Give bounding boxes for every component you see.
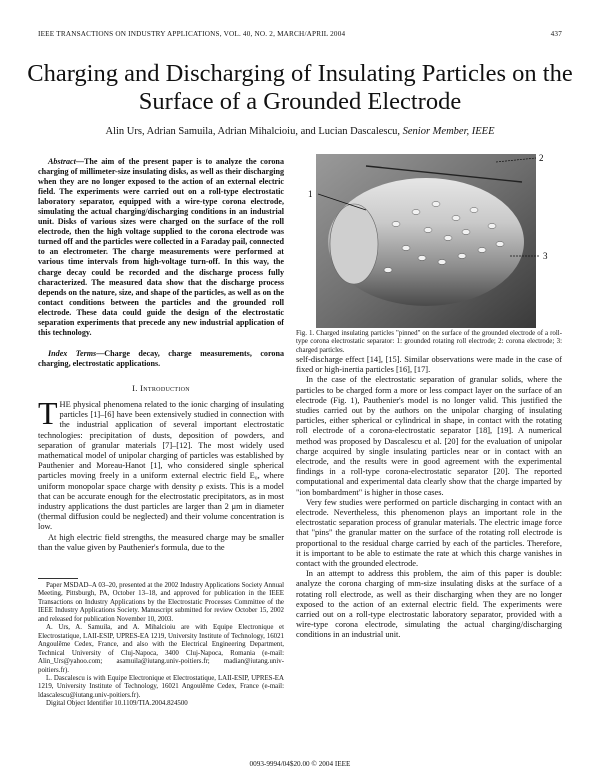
copyright-footer: 0093-9994/04$20.00 © 2004 IEEE [249, 760, 351, 768]
intro-paragraph-2: At high electric field strengths, the measured charge may be smaller than the value given by Pauthenier's formula, due to the [38, 532, 284, 552]
right-column-text [296, 355, 562, 641]
abstract-text: —The aim of the present paper is to analyze the corona charging of millimeter-size insulating disks, as well as their discharging when they are no longer exposed to the action of an external electric field. The experiments were carried out on a roll-type electrostatic laboratory separator, equipped with a wire-type corona electrode, simulating the actual charging/discharging conditions in an industrial unit. Disks of various sizes were charged on the surface of the roll electrode, then the high voltage supplied to the corona electrode was turned off and the particles were collected in a Faraday pail, connected to an electrometer. The charge measurements were performed at various time intervals from high-voltage turn-off. In this way, the charge decay could be recorded and the discharge process fully characterized. The measured data show that the discharge process depends on the nature, size, and shape of the particles, as well as on the contact conditions between the particles and the grounded roll electrode. These data could guide the design of the electrostatic separation experiments that precede any new industrial application of this technology. [38, 157, 284, 337]
footnote-paragraph-2: A. Urs, A. Samuila, and A. Mihalcioiu are with Equipe Electronique et Electrostatique, LAII-ESIP, UPRES-EA 1219, University Institute of Technology, 16021 Angoulême Cedex, France, and also with the Electrical Engineering Department, Technical University of Cluj-Napoca, 3400 Cluj-Napoca, Romania (e-mail: Alin_Urs@yahoo.com; asamuila@iutang.univ-poitiers.fr; madian@iutang.univ-poitiers.fr). [38, 624, 284, 674]
footnote-paragraph-3: L. Dascalescu is with Equipe Electronique et Electrostatique, LAII-ESIP, UPRES-EA 1219, University Institute of Technology, 16021 Angoulême Cedex, France (e-mail: ldascalescu@iutang.univ-poitiers.fr). [38, 674, 284, 699]
section-heading: I. Introduction [132, 383, 190, 393]
right-paragraph-3: Very few studies were performed on particle discharging in contact with an electrode. Nevertheless, this phenomenon plays an important role in the electrostatic separation process of granular materials. The electric image force that "pins" the granular matter on the surface of the rotating roll electrode is proportional to the residual charge carried by each of the particles. Therefore, it is important to be able to estimate the rate at which this charge vanishes in contact with the grounded electrode. [296, 497, 562, 569]
abstract [38, 157, 284, 338]
page-number: 437 [550, 30, 562, 38]
index-terms-label: Index Terms [48, 349, 97, 358]
abstract-label: Abstract [48, 157, 76, 166]
footnote [38, 578, 284, 709]
figure-label-2: 2 [539, 153, 544, 163]
journal-name: IEEE TRANSACTIONS ON INDUSTRY APPLICATIONS, VOL. 40, NO. 2, MARCH/APRIL 2004 [38, 30, 346, 38]
right-paragraph-4: In an attempt to address this problem, the aim of this paper is double: analyze the corona charging of mm-size insulating disks at the surface of a rotating roll electrode, as well as their discharging when they are no longer exposed to the action of an external electric field. The experiments were carried out on a roll-type electrostatic laboratory separator, provided with a wire-type corona electrode, simulating the actual charging/discharging conditions in an industrial unit. [296, 569, 562, 640]
drop-cap: T [38, 395, 58, 431]
figure-photo [296, 152, 562, 328]
intro-text [38, 395, 284, 553]
footnote-rule [38, 578, 78, 579]
author-names: Alin Urs, Adrian Samuila, Adrian Mihalcioiu, and Lucian Dascalescu, [105, 126, 401, 137]
author-role: Senior Member, IEEE [402, 126, 495, 137]
author-line [20, 126, 580, 137]
figure-label-1: 1 [308, 189, 313, 199]
paper-title: Charging and Discharging of Insulating Particles on the Surface of a Grounded Electrode [27, 60, 573, 115]
footnote-paragraph-1: Paper MSDAD–A 03–20, presented at the 2002 Industry Applications Society Annual Meeting, Pittsburgh, PA, October 13–18, and approved for publication in the IEEE Transactions on Industry Applications by the Electrostatic Processes Committee of the IEEE Industry Applications Society. Manuscript submitted for review October 15, 2002 and released for publication November 10, 2003. [38, 582, 284, 623]
index-terms [38, 349, 284, 369]
figure-label-3: 3 [543, 251, 548, 261]
running-header [38, 30, 562, 38]
right-paragraph-2: In the case of the electrostatic separation of granular solids, where the particles to be charged form a more or less compact layer on the surface of an electrode (Fig. 1), Pauthenier's model is no longer valid. This justified the studies carried out by the authors on the unipolar charging of insulating particles, either spherical or cylindrical in shape, in contact with the rotating roll electrode of a corona-electrostatic separator [18], [19]. A numerical method was proposed by Dascalescu et al. [20] for the evaluation of unipolar charge acquired by single insulating particles near or in contact with an electrode, and the results were in good agreement with the experimental findings in a roll-type corona-electrostatic separator [20]. The reported computational and experimental data clearly show that the charge imparted by "ion bombardment" is higher in those cases. [296, 375, 562, 497]
figure-caption: Fig. 1. Charged insulating particles "pinned" on the surface of the grounded electrode of a roll-type corona electrostatic separator: 1: grounded rotating roll electrode; 2: corona electrode; 3: charged particles. [296, 330, 562, 354]
right-paragraph-1: self-discharge effect [14], [15]. Similar observations were made in the case of fixed or high-inertia particles [16], [17]. [296, 355, 562, 375]
roll-end-cap [330, 204, 378, 284]
index-terms-text: —Charge decay, charge measurements, corona charging, electrostatic applications. [38, 349, 285, 369]
footnote-paragraph-4: Digital Object Identifier 10.1109/TIA.2004.824500 [46, 700, 188, 708]
intro-paragraph-1: HE physical phenomena related to the ionic charging of insulating particles [1]–[6] have been extensively studied in connection with the industrial application of several important electrostatic technologies: precipitation of dusts, deposition of powders, and separation of granular materials [7]–[12]. The most widely used mathematical model of unipolar charging of particles was established by Pauthenier and Moreau-Hanot [1], who considered single spherical particles moving freely in a uniform external electric field E₀, where uniform monopolar space charge with density ρ exists. This is a model that can be accurate enough for the electrostatic precipitators, as in most industry applications the dust particles are larger than 2 μm in diameter (thermal diffusion could be neglected) and their volume concentration is low. [38, 400, 284, 532]
